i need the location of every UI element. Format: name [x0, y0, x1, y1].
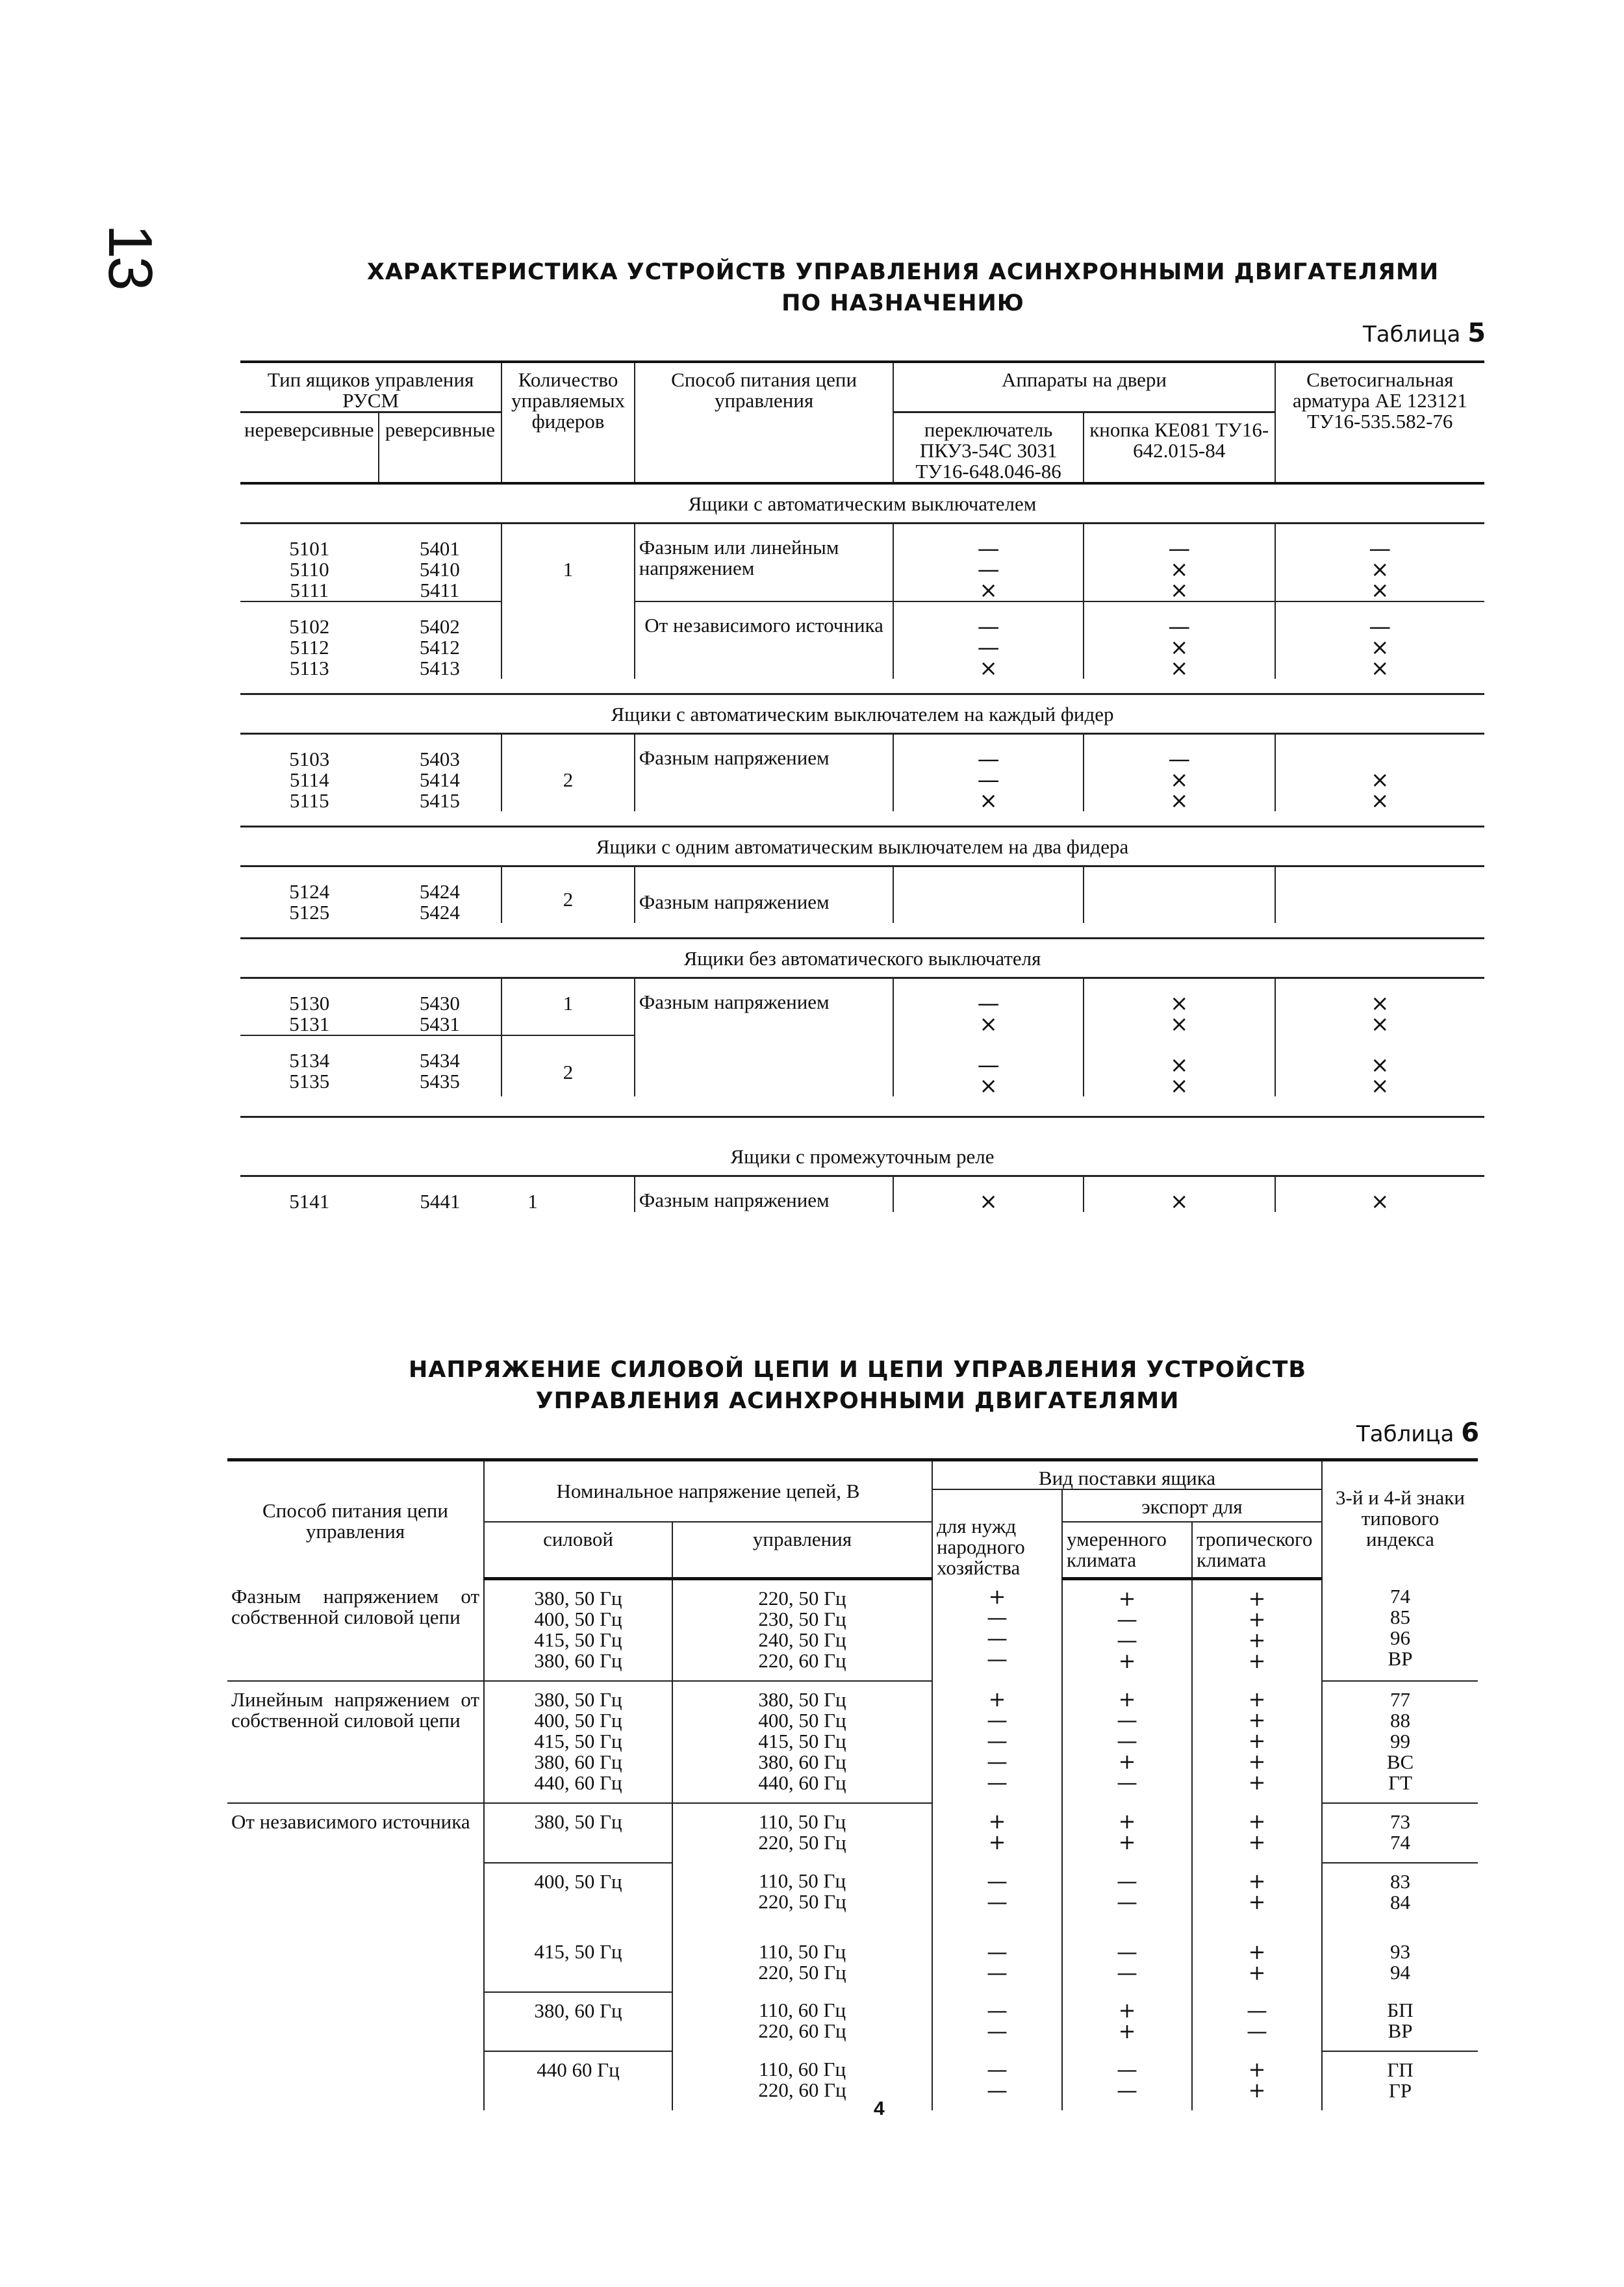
t6-cell-domestic: — —: [932, 1863, 1062, 1922]
t6-cell-power: 380, 60 Гц: [484, 1992, 672, 2051]
t5-cell-nonrev: 5134 5135: [240, 1035, 379, 1096]
t6-cell-supply: Фазным напряжением от собственной силовой цепи: [227, 1578, 484, 1681]
t6-cell-power: 380, 50 Гц: [484, 1803, 672, 1863]
t5-header-box-type: Тип ящиков управления РУСМ: [240, 362, 501, 412]
t6-header-tropical: тропического климата: [1192, 1522, 1322, 1578]
t5-cell-signal: ×: [1371, 1189, 1389, 1215]
t5-cell-feeders: 2: [501, 1035, 635, 1096]
t5-header-nonreversible: нереверсивные: [240, 412, 379, 484]
t5-cell-button: — × ×: [1084, 524, 1275, 602]
table5-label-text: Таблица: [1363, 322, 1461, 347]
t5-cell-nonrev: 5124 5125: [289, 880, 330, 924]
t6-cell-control: 110, 50 Гц 220, 50 Гц: [672, 1922, 932, 1992]
t5-cell-rev: 5430 5431: [379, 978, 502, 1036]
t5-cell-nonrev: 5103 5114 5115: [289, 748, 330, 812]
t6-header-temperate: умеренного климата: [1062, 1522, 1192, 1578]
t6-cell-control: 110, 50 Гц 220, 50 Гц: [672, 1863, 932, 1922]
t5-cell-button: — × ×: [1084, 601, 1275, 679]
t6-cell-index: 77 88 99 ВС ГТ: [1322, 1681, 1478, 1803]
t6-header-nominal: Номинальное напряжение цепей, В: [484, 1460, 932, 1522]
t5-cell-signal: [1275, 866, 1484, 924]
t5-cell-feeders: 2: [501, 734, 635, 812]
t5-cell-signal: × ×: [1371, 1052, 1389, 1099]
t5-cell-nonrev: 5101 5110 5111: [289, 537, 330, 601]
t5-cell-switch: — ×: [893, 1035, 1083, 1096]
t5-cell-switch: — — ×: [893, 601, 1083, 679]
t5-section-label: Ящики с автоматическим выключателем на каждый фидер: [240, 694, 1484, 734]
t5-cell-feeders: 2: [501, 866, 635, 924]
t5-cell-rev: 5434 5435: [379, 1035, 502, 1096]
t6-cell-supply: От независимого источника: [227, 1803, 484, 2110]
t5-cell-button: × ×: [1084, 1035, 1275, 1096]
t6-cell-temperate: — —: [1062, 2051, 1192, 2110]
t6-cell-power: 400, 50 Гц: [484, 1863, 672, 1922]
t6-cell-tropical: + +: [1192, 1863, 1322, 1922]
table-row: [240, 1176, 1484, 1213]
t6-cell-tropical: + +: [1192, 1922, 1322, 1992]
t6-cell-power: 440 60 Гц: [484, 2051, 672, 2110]
t5-cell-button: ×: [1084, 1176, 1275, 1213]
t5-cell-switch: ×: [893, 1176, 1083, 1213]
table6: [227, 1458, 1478, 2110]
t6-cell-index: ГП ГР: [1387, 2058, 1414, 2102]
t5-cell-button: [1084, 866, 1275, 924]
t6-cell-power: 415, 50 Гц: [484, 1922, 672, 1992]
t6-cell-tropical: + +: [1192, 2051, 1322, 2110]
t6-header-delivery: Вид поставки ящика: [932, 1460, 1322, 1490]
t6-cell-temperate: — —: [1062, 1922, 1192, 1992]
t5-cell-nonrev: 5130 5131: [289, 992, 330, 1035]
t6-cell-temperate: + — — + —: [1062, 1681, 1192, 1803]
t5-header-button: кнопка КЕ081 ТУ16-642.015-84: [1084, 412, 1275, 484]
t6-header-index: 3-й и 4-й знаки типового индекса: [1322, 1460, 1478, 1579]
t5-cell-switch: — — ×: [893, 734, 1083, 812]
t6-cell-index: 93 94: [1390, 1940, 1410, 1984]
table-row: [240, 601, 1484, 679]
table-row: [227, 1803, 1478, 1863]
t5-cell-switch: [893, 866, 1083, 924]
t6-cell-power: 380, 50 Гц 400, 50 Гц 415, 50 Гц 380, 60 Гц: [484, 1578, 672, 1681]
t5-cell-supply: Фазным или линейным напряжением: [635, 524, 894, 602]
t5-cell-supply: Фазным напряжением: [635, 734, 894, 812]
t6-cell-control: 110, 60 Гц 220, 60 Гц: [672, 2051, 932, 2110]
t5-header-supply: Способ питания цепи управления: [635, 362, 894, 483]
t5-header-door-devices: Аппараты на двери: [893, 362, 1275, 412]
t5-cell-button: × ×: [1084, 978, 1275, 1036]
t6-cell-control: 110, 50 Гц 220, 50 Гц: [672, 1803, 932, 1863]
table5-label: [1363, 318, 1486, 348]
t5-cell-rev: 5403 5414 5415: [379, 734, 502, 812]
t5-cell-rev: 5424 5424: [379, 866, 502, 924]
table6-title: НАПРЯЖЕНИЕ СИЛОВОЙ ЦЕПИ И ЦЕПИ УПРАВЛЕНИЯ УСТРОЙСТВ УПРАВЛЕНИЯ АСИНХРОННЫМИ ДВИГАТЕЛЯМИ: [408, 1357, 1307, 1414]
t5-cell-supply: Фазным напряжением: [635, 978, 894, 1097]
t5-cell-feeders: 1: [501, 524, 635, 679]
table-row: [227, 1578, 1478, 1681]
t6-cell-domestic: + — — —: [932, 1578, 1062, 1681]
t5-cell-nonrev: 5141: [289, 1190, 330, 1213]
t6-cell-tropical: — —: [1192, 1992, 1322, 2051]
t5-cell-rev: 5402 5412 5413: [379, 601, 502, 679]
page-number: 4: [874, 2098, 885, 2119]
t5-section-label: Ящики с промежуточным реле: [240, 1137, 1484, 1176]
t5-cell-supply: Фазным напряжением: [635, 1176, 894, 1213]
t5-header-signal: Светосигнальная арматура АЕ 123121 ТУ16-535.582-76: [1275, 362, 1484, 483]
t6-cell-temperate: — —: [1062, 1863, 1192, 1922]
t6-cell-temperate: + +: [1062, 1803, 1192, 1863]
t6-cell-power: 380, 50 Гц 400, 50 Гц 415, 50 Гц 380, 60 Гц 440, 60 Гц: [484, 1681, 672, 1803]
t6-cell-control: 110, 60 Гц 220, 60 Гц: [672, 1992, 932, 2051]
t5-cell-switch: — ×: [893, 978, 1083, 1036]
t5-cell-supply: Фазным напряжением: [635, 866, 894, 924]
t5-header-reversible: реверсивные: [379, 412, 502, 484]
t5-cell-switch: — — ×: [893, 524, 1083, 602]
t6-cell-domestic: + +: [932, 1803, 1062, 1863]
t6-cell-index: 73 74: [1322, 1803, 1478, 1863]
t6-header-supply: Способ питания цепи управления: [227, 1460, 484, 1579]
t5-cell-rev: 5441: [420, 1190, 461, 1213]
t6-cell-index: БП ВР: [1322, 1992, 1478, 2051]
t5-cell-rev: 5401 5410 5411: [379, 524, 502, 602]
t5-cell-feeders: 1: [501, 978, 635, 1036]
t5-cell-nonrev: 5102 5112 5113: [240, 601, 379, 679]
t6-cell-control: 220, 50 Гц 230, 50 Гц 240, 50 Гц 220, 60 Гц: [672, 1578, 932, 1681]
t6-header-power: силовой: [484, 1522, 672, 1578]
table5-label-number: 5: [1467, 318, 1486, 348]
t5-section-label: Ящики без автоматического выключателя: [240, 939, 1484, 978]
table-row: [227, 1681, 1478, 1803]
table-row: [240, 524, 1484, 602]
t6-cell-domestic: — —: [932, 2051, 1062, 2110]
t5-cell-button: — × ×: [1084, 734, 1275, 812]
t5-section-label: Ящики с автоматическим выключателем: [240, 483, 1484, 524]
t6-cell-index: 74 85 96 ВР: [1322, 1578, 1478, 1681]
t5-cell-signal: — × ×: [1369, 536, 1391, 603]
table6-label-text: Таблица: [1356, 1421, 1454, 1447]
t6-cell-tropical: + + + + +: [1192, 1681, 1322, 1803]
t6-cell-temperate: + — — +: [1062, 1578, 1192, 1681]
t5-cell-signal: — × ×: [1275, 601, 1484, 679]
t6-cell-temperate: + +: [1062, 1992, 1192, 2051]
t5-cell-feeders: 1: [501, 1176, 635, 1213]
t5-section-label: Ящики с одним автоматическим выключателем на два фидера: [240, 827, 1484, 866]
t6-cell-domestic: — —: [932, 1922, 1062, 1992]
t6-cell-domestic: + — — — —: [932, 1681, 1062, 1803]
table5: [240, 360, 1484, 1215]
t6-cell-control: 380, 50 Гц 400, 50 Гц 415, 50 Гц 380, 60 Гц 440, 60 Гц: [672, 1681, 932, 1803]
t5-cell-supply: От независимого источника: [635, 601, 894, 679]
t5-header-feeders: Количество управляемых фидеров: [501, 362, 635, 483]
t6-cell-domestic: — —: [932, 1992, 1062, 2051]
t6-header-control: управления: [672, 1522, 932, 1578]
t5-header-switch: переключатель ПКУ3-54С 3031 ТУ16-648.046-86: [893, 412, 1083, 484]
table6-label: [1356, 1418, 1479, 1448]
t6-header-domestic: для нужд народного хозяйства: [932, 1489, 1062, 1578]
table5-title: ХАРАКТЕРИСТИКА УСТРОЙСТВ УПРАВЛЕНИЯ АСИНХРОННЫМИ ДВИГАТЕЛЯМИ ПО НАЗНАЧЕНИЮ: [366, 259, 1440, 316]
t5-cell-signal: × ×: [1371, 767, 1389, 814]
t6-cell-tropical: + + + +: [1192, 1578, 1322, 1681]
t6-cell-tropical: + +: [1192, 1803, 1322, 1863]
table6-label-number: 6: [1461, 1418, 1480, 1448]
t6-cell-index: 83 84: [1390, 1869, 1410, 1914]
table-row: [240, 734, 1484, 812]
table-row: [240, 978, 1484, 1036]
t6-cell-supply: Линейным напряжением от собственной силовой цепи: [227, 1681, 484, 1803]
t5-cell-signal: × ×: [1371, 991, 1389, 1037]
margin-page-number: 13: [95, 224, 165, 288]
table-row: [240, 866, 1484, 924]
t6-header-export: экспорт для: [1062, 1489, 1322, 1522]
